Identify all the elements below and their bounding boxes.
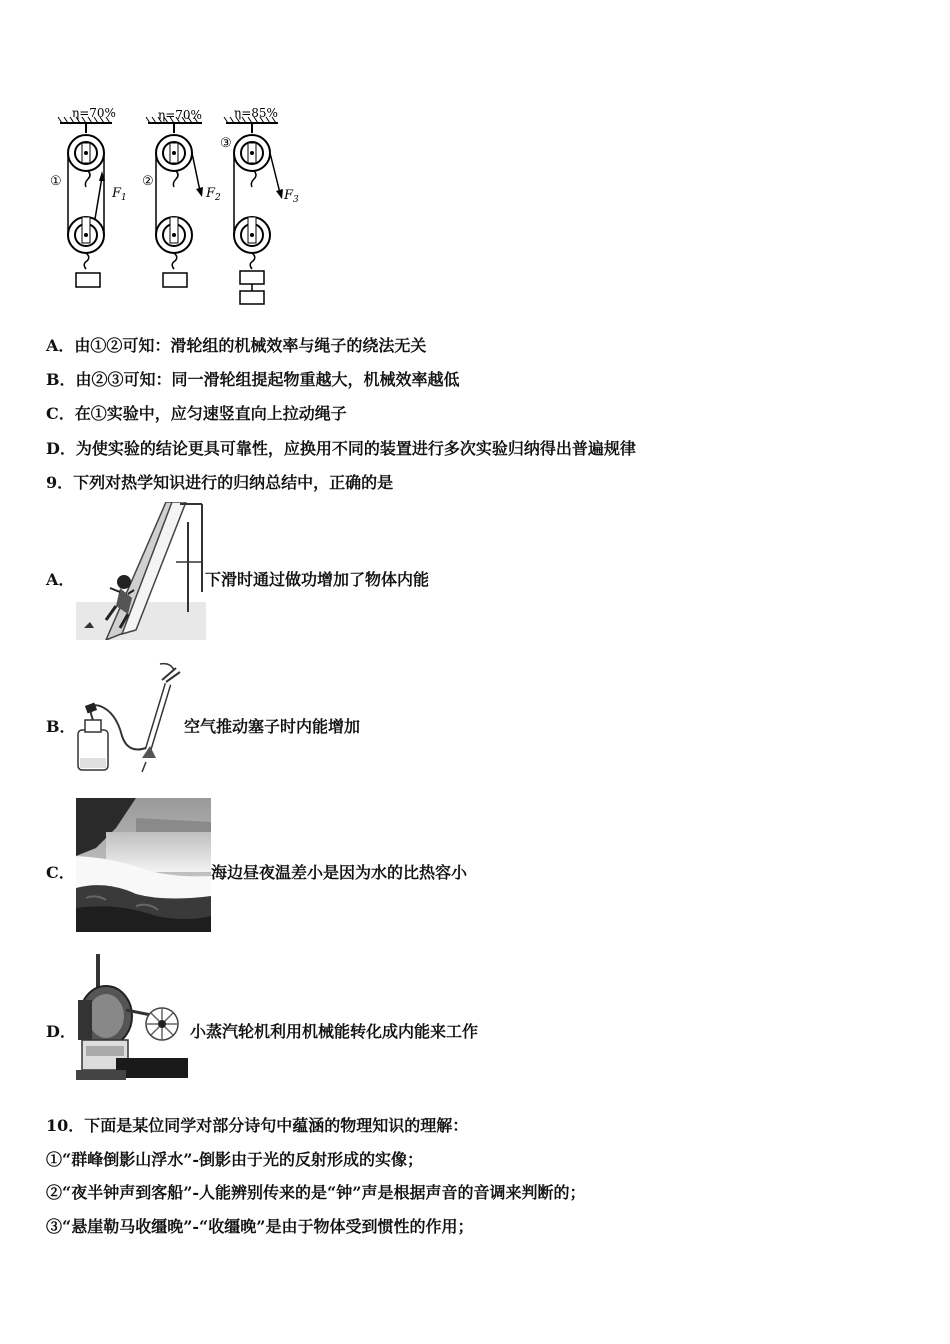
setup-label-1: ① (50, 174, 62, 189)
slide-image (76, 502, 206, 640)
efficiency-label-2: η=70% (158, 108, 202, 122)
q9-option-c-label: C． (46, 863, 75, 882)
setup-label-3: ③ (220, 136, 232, 151)
q9-option-a-label: A． (46, 570, 75, 589)
q9-option-d-label: D． (46, 1022, 76, 1041)
turbine-wheel (146, 1008, 178, 1040)
efficiency-label-1: η=70% (72, 106, 116, 120)
setup-label-2: ② (142, 174, 154, 189)
q9-stem: 9．下列对热学知识进行的归纳总结中，正确的是 (46, 473, 394, 492)
q8-option-a: A．由①②可知：滑轮组的机械效率与绳子的绕法无关 (46, 336, 427, 355)
pulley-setup-3 (234, 123, 283, 304)
force-label-3: $F_3$ (284, 188, 299, 205)
q9-option-b-label: B． (46, 717, 76, 736)
force-label-1: $F_1$ (112, 186, 127, 203)
q8-option-d: D．为使实验的结论更具可靠性，应换用不同的装置进行多次实验归纳得出普遍规律 (46, 439, 636, 458)
q10-item-2: ②“夜半钟声到客船”-人能辨别传来的是“钟”声是根据声音的音调来判断的； (46, 1183, 586, 1202)
q9-option-b-text: 空气推动塞子时内能增加 (184, 717, 361, 736)
pulley-diagram (50, 105, 310, 310)
q8-option-b: B．由②③可知：同一滑轮组提起物重越大，机械效率越低 (46, 370, 460, 389)
q8-option-c: C．在①实验中，应匀速竖直向上拉动绳子 (46, 404, 347, 423)
q10-stem: 10．下面是某位同学对部分诗句中蕴涵的物理知识的理解： (46, 1116, 469, 1135)
q9-option-d-text: 小蒸汽轮机利用机械能转化成内能来工作 (190, 1022, 479, 1041)
q10-item-1: ①“群峰倒影山浮水”-倒影由于光的反射形成的实像； (46, 1150, 424, 1169)
force-label-2: $F_2$ (206, 186, 221, 203)
steam-turbine-image (76, 954, 191, 1082)
bottle-pump-image (76, 662, 186, 774)
q9-option-a-text: 下滑时通过做功增加了物体内能 (205, 570, 430, 589)
efficiency-label-3: η=85% (234, 106, 278, 120)
pulley-setup-1 (68, 123, 105, 287)
q10-item-3: ③“悬崖勒马收缰晚”-“收缰晚”是由于物体受到惯性的作用； (46, 1217, 474, 1236)
coast-photo (76, 798, 211, 932)
q9-option-c-text: 海边昼夜温差小是因为水的比热容小 (211, 863, 468, 882)
pulley-setup-2 (156, 123, 203, 287)
